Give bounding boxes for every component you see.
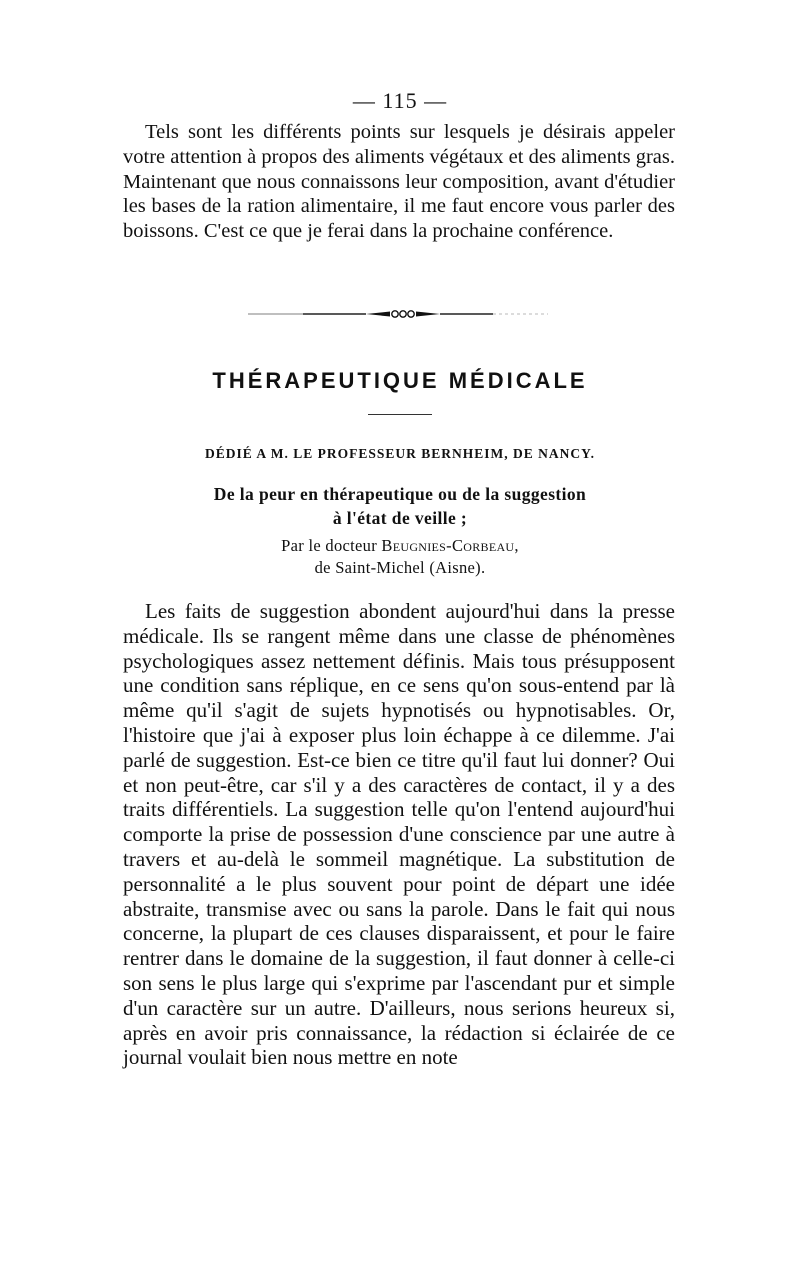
intro-paragraph-text: Tels sont les différents points sur lesquels je désirais appeler votre attention à propos des aliments végétaux et des aliments gras. Maintenant que nous connaissons leur composition, avant d'étudier les bases de la ration alimentaire, il me faut encore vous parler des boissons. C'est ce que je ferai dans la prochaine conférence.: [123, 121, 675, 243]
article-title-line-2: à l'état de veille ;: [332, 508, 468, 528]
author-line: [0, 536, 800, 556]
section-heading: THÉRAPEUTIQUE MÉDICALE: [212, 368, 588, 393]
page-number: — 115 —: [352, 88, 448, 113]
body-paragraph: [123, 599, 675, 1070]
dedication: DÉDIÉ A M. LE PROFESSEUR BERNHEIM, DE NANCY.: [204, 446, 596, 461]
body-paragraph-text: Les faits de suggestion abondent aujourd'hui dans la presse médicale. Ils se rangent même dans une classe de phénomènes psychologiques assez nettement définis. Mais tous présupposent une condition sans réplique, en ce sens qu'on sous-entend par là même qu'il s'agit de sujets hypnotisés ou hypnotisables. Or, l'histoire que j'ai à exposer plus loin échappe à ce dilemme. J'ai parlé de suggestion. Est-ce bien ce titre qu'il faut lui donner? Oui et non peut-être, car s'il y a des caractères de contact, il y a des traits différentiels. La suggestion telle qu'on l'entend aujourd'hui comporte la prise de possession d'une conscience par une autre à travers et au-delà le sommeil magnétique. La substitution de personnalité a le plus souvent pour point de départ une idée abstraite, transmise avec ou sans la parole. Dans le fait qui nous concerne, la plupart de ces clauses disparaissent, et pour le faire rentrer dans le domaine de la suggestion, il faut donner à celle-ci son sens le plus large qui s'exprime par l'ascendant pur et simple d'un caractère sur un autre. D'ailleurs, nous serions heureux si, après en avoir pris connaissance, la rédaction si éclairée de ce journal voulait bien nous mettre en note: [123, 599, 675, 1070]
author-prefix: Par le docteur: [281, 536, 377, 555]
heading-divider: [368, 414, 432, 415]
article-title-line-1: De la peur en thérapeutique ou de la suggestion: [213, 484, 587, 504]
author-name: Beugnies-Corbeau,: [381, 536, 519, 555]
author-location: de Saint-Michel (Aisne).: [314, 558, 486, 577]
intro-paragraph: [123, 120, 675, 244]
ornamental-divider-icon: [248, 308, 548, 320]
